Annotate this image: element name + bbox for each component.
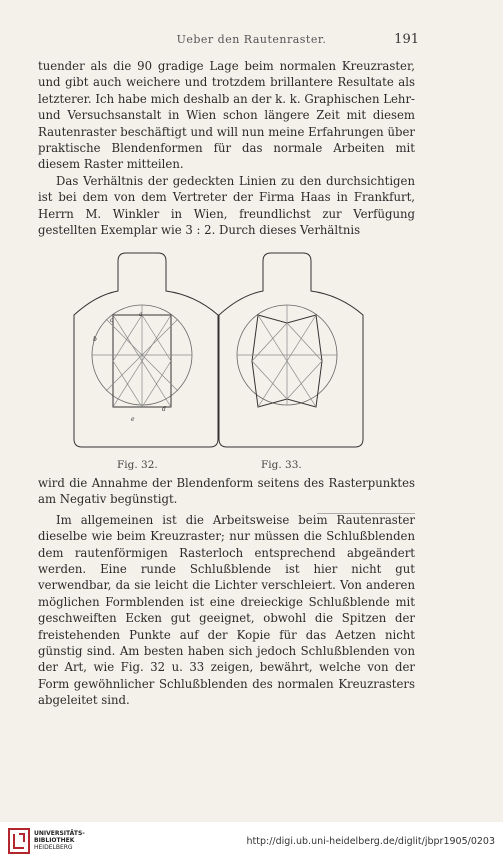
fig32-outline <box>74 253 218 447</box>
fig32-label-e: e <box>131 416 135 423</box>
logo-line: HEIDELBERG <box>34 844 73 851</box>
library-logo-text <box>34 830 85 851</box>
logo-line: UNIVERSITÄTS- <box>34 830 85 837</box>
library-seal-icon <box>8 828 30 854</box>
text-block-top <box>38 58 415 238</box>
figure-drawings <box>60 243 420 473</box>
running-head <box>0 33 503 51</box>
fig32-label-a: a <box>139 311 143 318</box>
running-title: Ueber den Rautenraster. <box>176 33 327 46</box>
fig33-outline <box>219 253 363 447</box>
paragraph: Das Verhältnis der gedeckten Linien zu den durchsichtigen ist bei dem von dem Vertreter der Firma Haas in Frankfurt, Herrn M. Winkler in Wien, freundlichst zur Verfügung gestellten Exemplar wie 3 : 2. Durch dieses Verhältnis <box>38 173 415 238</box>
page-number: 191 <box>394 32 419 47</box>
paragraph: Im allgemeinen ist die Arbeitsweise beim Rautenraster dieselbe wie beim Kreuzraster; nur müssen die Schlußblenden dem rautenförmigen Rasterloch entsprechend abgeändert werden. Eine runde Schlußblende ist hier nicht gut verwendbar, da sie leicht die Lichter verschleiert. Von anderen möglichen Formblenden ist eine dreieckige Schlußblende mit geschweiften Ecken gut geeignet, obwohl die Spitzen der freistehenden Punkte auf der Kopie für das Aetzen nicht günstig sind. Am besten haben sich jedoch Schlußblenden von der Art, wie Fig. 32 u. 33 zeigen, bewährt, welche von der Form gewöhnlicher Schlußblenden des normalen Kreuzrasters abgeleitet sind. <box>38 512 415 708</box>
figure-pair <box>60 243 420 473</box>
logo-line: BIBLIOTHEK <box>34 837 75 844</box>
fig32-diagram <box>74 253 218 447</box>
fig33-diagram <box>219 253 363 447</box>
text-block-bottom <box>38 475 415 709</box>
fig33-caption: Fig. 33. <box>261 459 302 471</box>
separator-rule <box>317 513 415 514</box>
paragraph: tuender als die 90 gradige Lage beim normalen Kreuzraster, und gibt auch weichere und trotzdem brillantere Resultate als letzterer. Ich habe mich deshalb an der k. k. Graphischen Lehr- und Versuchsanstalt in Wien schon längere Zeit mit diesem Rautenraster beschäftigt und will nun meine Erfahrungen über praktische Blendenformen für das normale Arbeiten mit diesem Raster mitteilen. <box>38 59 415 172</box>
footer-bar <box>0 822 503 860</box>
fig32-grid <box>92 305 192 407</box>
fig32-caption: Fig. 32. <box>117 459 158 471</box>
fig32-label-c: c <box>110 317 114 324</box>
paragraph: wird die Annahme der Blendenform seitens des Rasterpunktes am Negativ begünstigt. <box>38 476 415 507</box>
fig32-label-b: b <box>93 336 97 343</box>
source-url-link[interactable]: http://digi.ub.uni-heidelberg.de/diglit/jbpr1905/0203 <box>246 836 495 847</box>
fig33-grid <box>237 305 337 407</box>
fig32-label-d: d <box>162 406 166 413</box>
